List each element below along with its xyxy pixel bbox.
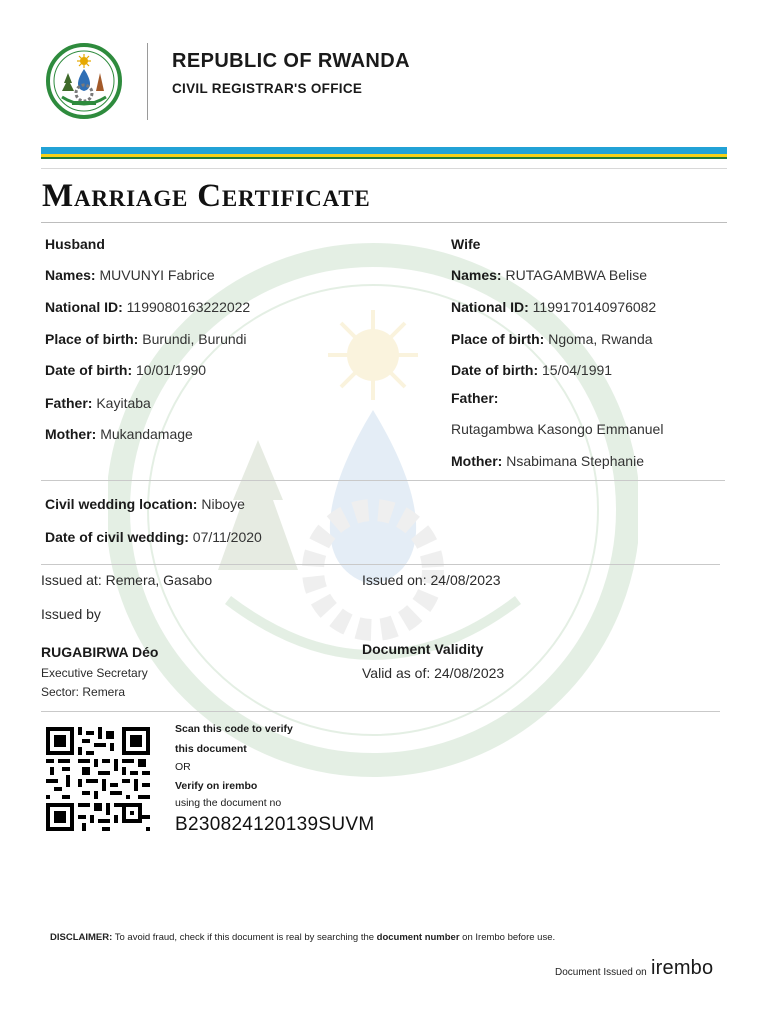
irembo-logo[interactable]: irembo bbox=[651, 957, 714, 979]
issued-by-label: Issued by bbox=[41, 606, 101, 622]
wife-father: Rutagambwa Kasongo Emmanuel bbox=[451, 421, 664, 437]
valid-as-of: Valid as of: 24/08/2023 bbox=[362, 665, 505, 681]
wife-heading: Wife bbox=[451, 236, 481, 252]
wife-names: Names: RUTAGAMBWA Belise bbox=[451, 267, 648, 283]
husband-national-id: National ID: 1199080163222022 bbox=[45, 299, 251, 315]
wedding-location: Civil wedding location: Niboye bbox=[45, 496, 245, 512]
divider bbox=[41, 168, 727, 169]
verify-line-2: this document bbox=[175, 743, 247, 755]
document-issued-on-label: Document Issued on bbox=[555, 967, 647, 978]
wife-national-id: National ID: 1199170140976082 bbox=[451, 299, 657, 315]
husband-heading: Husband bbox=[45, 236, 105, 252]
divider bbox=[41, 222, 727, 223]
document-number: B230824120139SUVM bbox=[175, 814, 375, 835]
validity-heading: Document Validity bbox=[362, 641, 484, 657]
republic-title: REPUBLIC OF RWANDA bbox=[172, 50, 410, 72]
divider bbox=[41, 711, 720, 712]
office-subtitle: CIVIL REGISTRAR'S OFFICE bbox=[172, 81, 363, 96]
rwanda-emblem-icon bbox=[46, 43, 122, 119]
husband-date-of-birth: Date of birth: 10/01/1990 bbox=[45, 362, 207, 378]
officer-name: RUGABIRWA Déo bbox=[41, 644, 159, 660]
verify-line-3: OR bbox=[175, 761, 191, 773]
husband-mother: Mother: Mukandamage bbox=[45, 426, 193, 442]
officer-sector: Sector: Remera bbox=[41, 685, 126, 699]
divider bbox=[41, 564, 720, 565]
disclaimer: DISCLAIMER: To avoid fraud, check if this document is real by searching the document number on Irembo before use. bbox=[50, 932, 556, 943]
wife-date-of-birth: Date of birth: 15/04/1991 bbox=[451, 362, 613, 378]
divider bbox=[41, 480, 725, 481]
flag-stripe bbox=[41, 147, 727, 159]
verify-line-5: using the document no bbox=[175, 797, 282, 809]
husband-place-of-birth: Place of birth: Burundi, Burundi bbox=[45, 331, 247, 347]
qr-code-icon[interactable] bbox=[46, 727, 150, 831]
verify-line-4: Verify on irembo bbox=[175, 780, 258, 792]
issued-at: Issued at: Remera, Gasabo bbox=[41, 572, 213, 588]
certificate-title: Marriage Certificate bbox=[42, 178, 371, 214]
verify-line-1: Scan this code to verify bbox=[175, 723, 293, 735]
header-divider bbox=[147, 43, 148, 120]
husband-father: Father: Kayitaba bbox=[45, 395, 151, 411]
wife-mother: Mother: Nsabimana Stephanie bbox=[451, 453, 644, 469]
wife-place-of-birth: Place of birth: Ngoma, Rwanda bbox=[451, 331, 653, 347]
wedding-date: Date of civil wedding: 07/11/2020 bbox=[45, 529, 262, 545]
husband-names: Names: MUVUNYI Fabrice bbox=[45, 267, 215, 283]
wife-father-label: Father: bbox=[451, 390, 499, 406]
officer-title: Executive Secretary bbox=[41, 666, 148, 680]
issued-on: Issued on: 24/08/2023 bbox=[362, 572, 501, 588]
